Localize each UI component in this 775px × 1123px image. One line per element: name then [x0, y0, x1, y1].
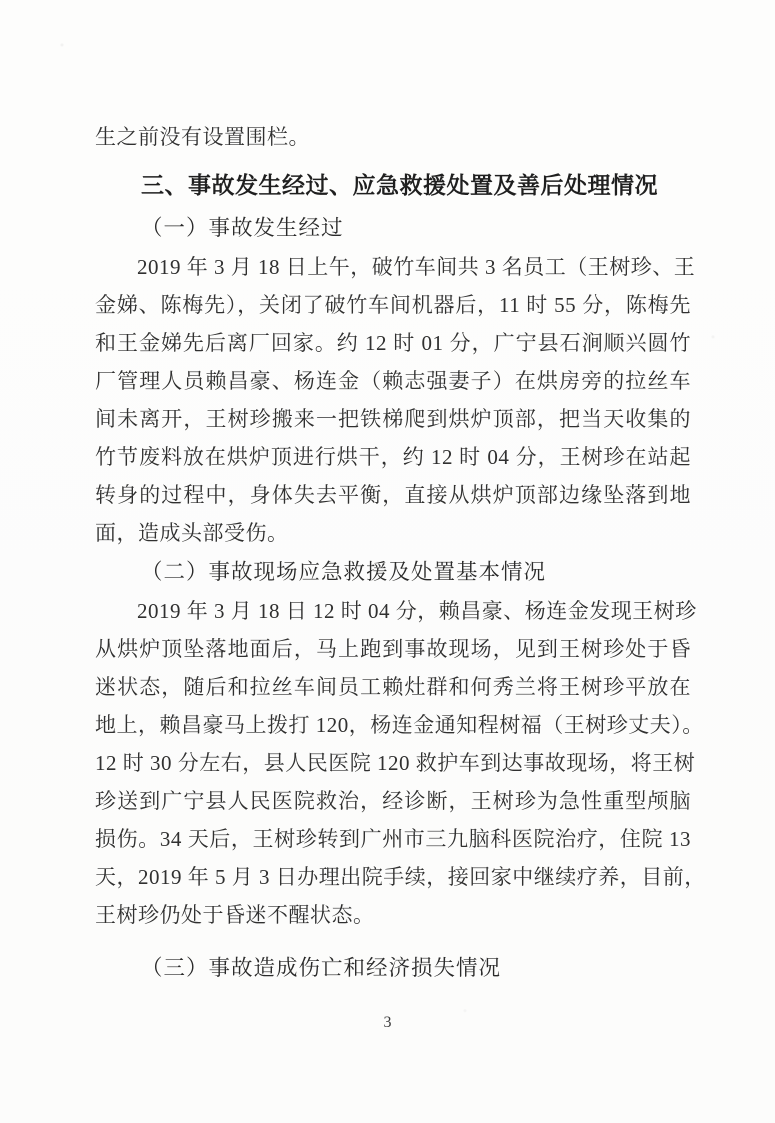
paragraph-carryover-line: 生之前没有设置围栏。: [95, 125, 310, 149]
paragraph-line: 天，2019 年 5 月 3 日办理出院手续，接回家中继续疗养，目前，: [95, 865, 706, 889]
document-text-block: [95, 118, 706, 988]
subsection-2-heading: （二）事故现场应急救援及处置基本情况: [141, 560, 547, 584]
paragraph-line: 竹节废料放在烘炉顶进行烘干，约 12 时 04 分，王树珍在站起: [95, 445, 691, 469]
paragraph-line: 2019 年 3 月 18 日 12 时 04 分，赖昌豪、杨连金发现王树珍: [137, 599, 697, 623]
paragraph-line: 迷状态，随后和拉丝车间员工赖灶群和何秀兰将王树珍平放在: [95, 675, 691, 699]
paragraph-line: 转身的过程中，身体失去平衡，直接从烘炉顶部边缘坠落到地: [95, 483, 691, 507]
paragraph-line: 和王金娣先后离厂回家。约 12 时 01 分，广宁县石涧顺兴圆竹: [95, 331, 691, 355]
paragraph-line: 金娣、陈梅先），关闭了破竹车间机器后，11 时 55 分，陈梅先: [95, 293, 691, 317]
paragraph-line: 王树珍仍处于昏迷不醒状态。: [95, 903, 375, 927]
paragraph-line: 珍送到广宁县人民医院救治，经诊断，王树珍为急性重型颅脑: [95, 789, 691, 813]
paragraph-line: 间未离开，王树珍搬来一把铁梯爬到烘炉顶部，把当天收集的: [95, 407, 691, 431]
paragraph-line: 12 时 30 分左右，县人民医院 120 救护车到达事故现场，将王树: [95, 751, 696, 775]
paragraph-line: 面，造成头部受伤。: [95, 521, 289, 545]
paragraph-line: 2019 年 3 月 18 日上午，破竹车间共 3 名员工（王树珍、王: [137, 255, 696, 279]
paragraph-line: 从烘炉顶坠落地面后，马上跑到事故现场，见到王树珍处于昏: [95, 637, 691, 661]
paragraph-line: 地上，赖昌豪马上拨打 120，杨连金通知程树福（王树珍丈夫）。: [95, 713, 704, 737]
paragraph-line: 损伤。34 天后，王树珍转到广州市三九脑科医院治疗，住院 13: [95, 827, 691, 851]
subsection-3-heading: （三）事故造成伤亡和经济损失情况: [141, 956, 502, 980]
spacer: [95, 934, 691, 948]
page-number: 3: [383, 1014, 392, 1031]
paragraph-line: 厂管理人员赖昌豪、杨连金（赖志强妻子）在烘房旁的拉丝车: [95, 369, 691, 393]
section-heading: 三、事故发生经过、应急救援处置及善后处理情况: [141, 172, 658, 198]
subsection-1-heading: （一）事故发生经过: [141, 216, 344, 240]
